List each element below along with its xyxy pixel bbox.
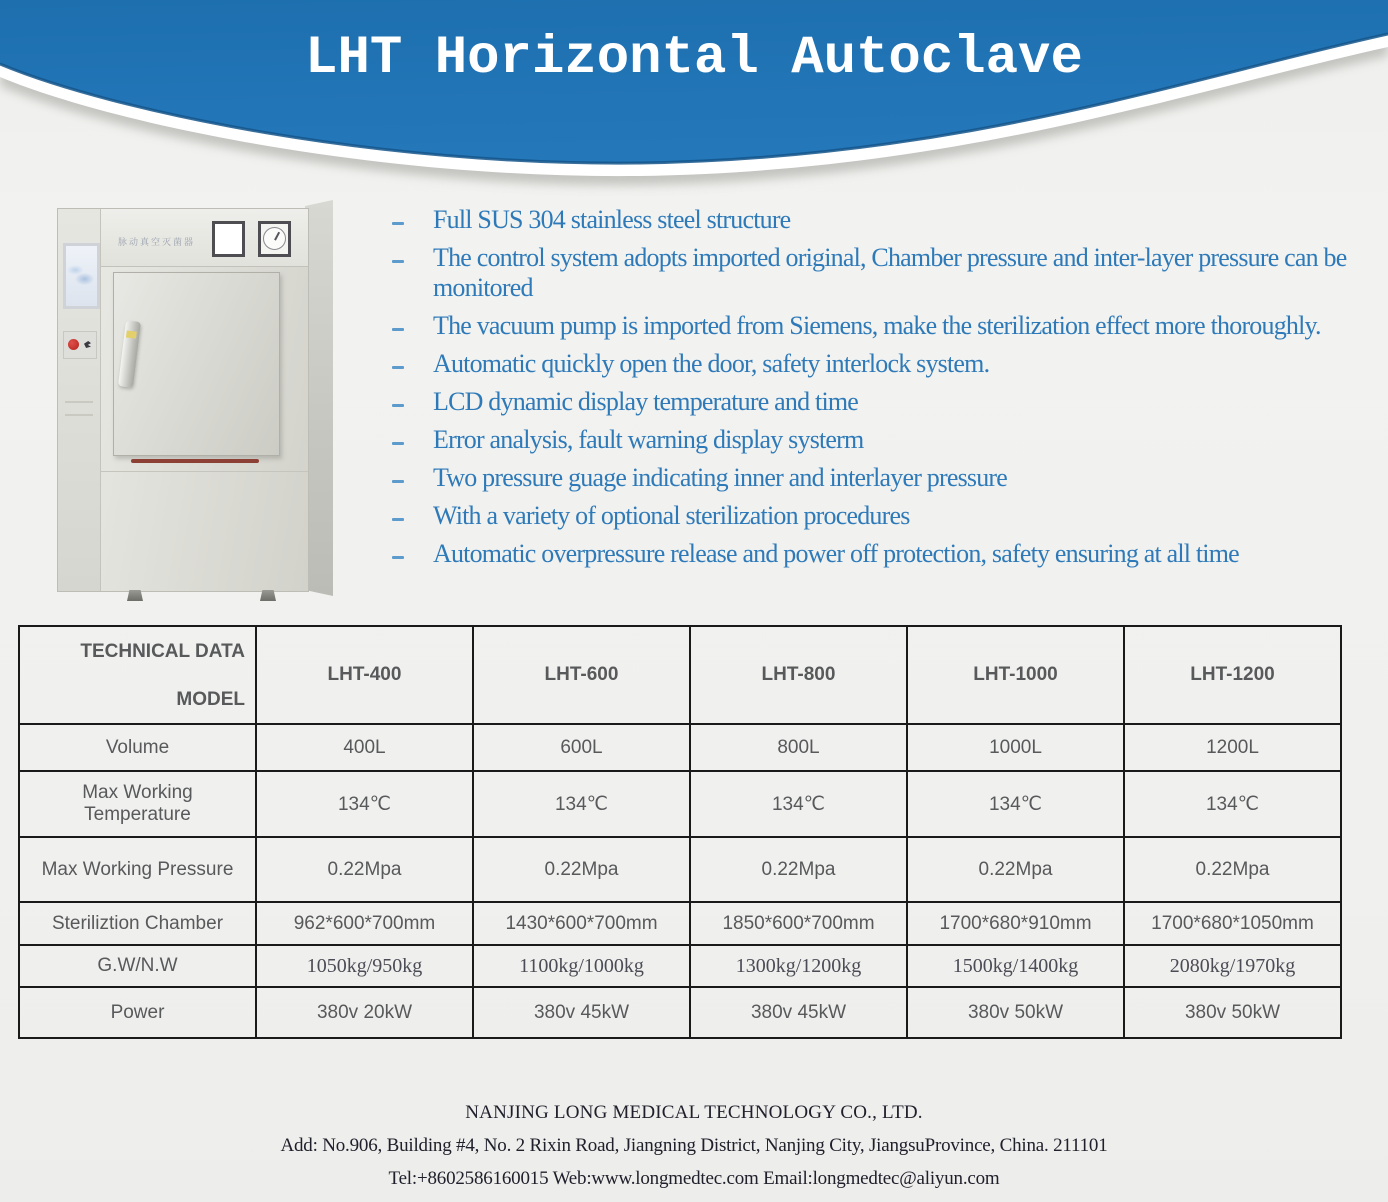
- value-cell: 134℃: [690, 771, 907, 837]
- base-seam: [100, 471, 308, 472]
- table-header-row: [19, 626, 1341, 724]
- value-cell: 380v 50kW: [907, 987, 1124, 1038]
- machine-top-strip: [100, 209, 308, 267]
- value-cell: 134℃: [907, 771, 1124, 837]
- feature-text: LCD dynamic display temperature and time: [433, 387, 859, 416]
- machine-front-panel: [57, 208, 309, 592]
- company-contact: Tel:+8602586160015 Web:www.longmedtec.com Email:longmedtec@aliyun.com: [388, 1168, 1000, 1189]
- value-cell: 134℃: [1124, 771, 1341, 837]
- handle-tag: [126, 331, 137, 339]
- label-plate: [65, 401, 93, 416]
- table-row: [19, 945, 1341, 987]
- value-cell: 0.22Mpa: [256, 837, 473, 902]
- row-label: Max Working Pressure: [19, 837, 256, 902]
- model-header: LHT-1000: [907, 626, 1124, 724]
- timer-gauge-icon: [212, 221, 245, 257]
- bullet-dash-icon: [392, 328, 404, 331]
- feature-item: [385, 311, 1388, 341]
- feature-item: [385, 463, 1388, 493]
- feature-text: With a variety of optional sterilization procedures: [433, 501, 910, 530]
- value-cell: 800L: [690, 724, 907, 771]
- row-label: Volume: [19, 724, 256, 771]
- footer: [0, 1096, 1388, 1195]
- machine-foot: [260, 590, 276, 601]
- row-label: Max Working Temperature: [19, 771, 256, 837]
- value-cell: 134℃: [473, 771, 690, 837]
- feature-item: [385, 205, 1388, 235]
- table-row: [19, 771, 1341, 837]
- feature-item: [385, 425, 1388, 455]
- model-header: LHT-600: [473, 626, 690, 724]
- table-row: [19, 837, 1341, 902]
- corner-bottom-label: MODEL: [176, 689, 245, 710]
- value-cell: 600L: [473, 724, 690, 771]
- value-cell: 380v 45kW: [473, 987, 690, 1038]
- feature-text: Error analysis, fault warning display systerm: [433, 425, 864, 454]
- gauge-dial: [263, 227, 286, 250]
- value-cell: 1300kg/1200kg: [690, 945, 907, 987]
- bullet-dash-icon: [392, 366, 404, 369]
- value-cell: 962*600*700mm: [256, 902, 473, 945]
- machine-side-panel: [305, 200, 333, 596]
- feature-item: [385, 243, 1388, 303]
- feature-item: [385, 387, 1388, 417]
- value-cell: 1700*680*1050mm: [1124, 902, 1341, 945]
- company-address: Add: No.906, Building #4, No. 2 Rixin Road, Jiangning District, Nanjing City, JiangsuProvince, China. 211101: [280, 1135, 1108, 1156]
- value-cell: 1700*680*910mm: [907, 902, 1124, 945]
- value-cell: 380v 45kW: [690, 987, 907, 1038]
- feature-item: [385, 539, 1388, 569]
- value-cell: 380v 50kW: [1124, 987, 1341, 1038]
- model-header: LHT-400: [256, 626, 473, 724]
- feature-item: [385, 349, 1388, 379]
- product-photo: [55, 198, 375, 603]
- gauge-needle: [274, 232, 280, 241]
- emergency-button: [68, 339, 79, 350]
- value-cell: 400L: [256, 724, 473, 771]
- bullet-dash-icon: [392, 480, 404, 483]
- value-cell: 0.22Mpa: [907, 837, 1124, 902]
- value-cell: 1200L: [1124, 724, 1341, 771]
- value-cell: 380v 20kW: [256, 987, 473, 1038]
- machine-foot: [127, 590, 143, 601]
- chamber-door: [113, 272, 280, 456]
- value-cell: 0.22Mpa: [690, 837, 907, 902]
- model-header: LHT-800: [690, 626, 907, 724]
- feature-text: Automatic overpressure release and power off protection, safety ensuring at all time: [433, 539, 1239, 568]
- value-cell: 134℃: [256, 771, 473, 837]
- door-handle: [118, 320, 141, 387]
- value-cell: 1000L: [907, 724, 1124, 771]
- value-cell: 1500kg/1400kg: [907, 945, 1124, 987]
- feature-text: Automatic quickly open the door, safety interlock system.: [433, 349, 990, 378]
- bullet-dash-icon: [392, 518, 404, 521]
- value-cell: 1850*600*700mm: [690, 902, 907, 945]
- value-cell: 1050kg/950kg: [256, 945, 473, 987]
- value-cell: 0.22Mpa: [473, 837, 690, 902]
- bullet-dash-icon: [392, 556, 404, 559]
- feature-text: Two pressure guage indicating inner and interlayer pressure: [433, 463, 1008, 492]
- corner-cell: [19, 626, 256, 724]
- row-label: Steriliztion Chamber: [19, 902, 256, 945]
- button-panel: [63, 331, 97, 359]
- bullet-dash-icon: [392, 442, 404, 445]
- spec-table: [18, 625, 1342, 1039]
- table-row: [19, 987, 1341, 1038]
- feature-item: [385, 501, 1388, 531]
- table-row: [19, 902, 1341, 945]
- bullet-dash-icon: [392, 260, 404, 263]
- value-cell: 1430*600*700mm: [473, 902, 690, 945]
- bullet-dash-icon: [392, 404, 404, 407]
- table-row: [19, 724, 1341, 771]
- corner-top-label: TECHNICAL DATA: [80, 641, 245, 662]
- feature-text: Full SUS 304 stainless steel structure: [433, 205, 791, 234]
- feature-list: [385, 205, 1388, 577]
- value-cell: 0.22Mpa: [1124, 837, 1341, 902]
- machine-nameplate: 脉动真空灭菌器: [118, 237, 196, 247]
- value-cell: 1100kg/1000kg: [473, 945, 690, 987]
- row-label: Power: [19, 987, 256, 1038]
- feature-text: The control system adopts imported original, Chamber pressure and inter-layer pressure can be monitored: [433, 243, 1347, 302]
- panel-marking: [84, 341, 91, 348]
- model-header: LHT-1200: [1124, 626, 1341, 724]
- company-name: NANJING LONG MEDICAL TECHNOLOGY CO., LTD.: [465, 1102, 923, 1123]
- page-title: LHT Horizontal Autoclave: [305, 28, 1083, 89]
- machine-control-column: [58, 209, 101, 591]
- door-gasket-line: [131, 459, 259, 463]
- pressure-gauge-icon: [258, 221, 291, 257]
- value-cell: 2080kg/1970kg: [1124, 945, 1341, 987]
- row-label: G.W/N.W: [19, 945, 256, 987]
- lcd-display: [63, 243, 100, 309]
- feature-text: The vacuum pump is imported from Siemens, make the sterilization effect more thoroughly.: [433, 311, 1321, 340]
- bullet-dash-icon: [392, 222, 404, 225]
